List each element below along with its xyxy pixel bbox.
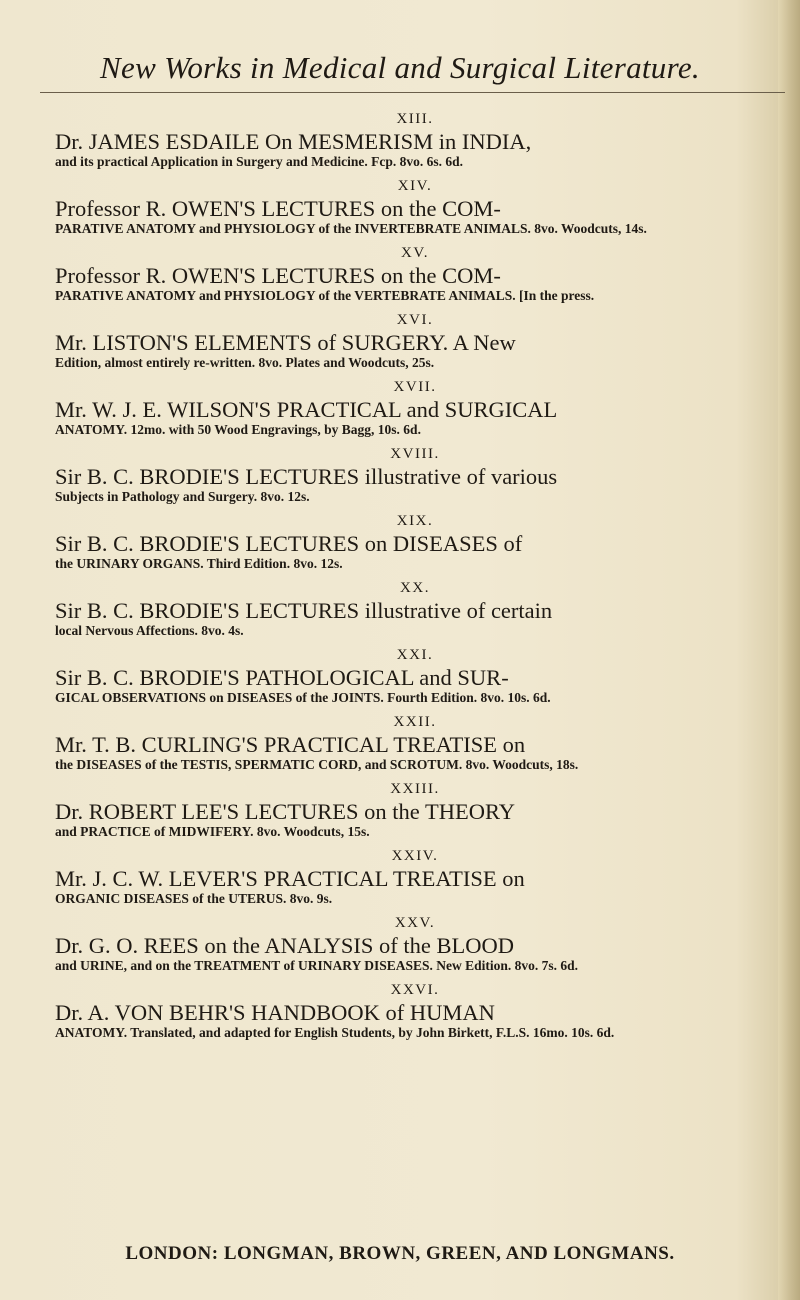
entry-title: Sir B. C. BRODIE'S PATHOLOGICAL and SUR- <box>55 665 509 690</box>
entry-description: local Nervous Affections. 8vo. 4s. <box>55 623 244 638</box>
entry-number: XX. <box>400 580 430 596</box>
entry-description: ANATOMY. 12mo. with 50 Wood Engravings, by Bagg, 10s. 6d. <box>55 422 421 437</box>
catalogue-entry <box>55 847 775 907</box>
entry-number: XVI. <box>396 312 434 328</box>
entry-number: XXV. <box>394 915 436 931</box>
entry-title: Mr. J. C. W. LEVER'S PRACTICAL TREATISE on <box>55 866 525 891</box>
entry-number: XXIV. <box>391 848 439 864</box>
entry-title: Dr. G. O. REES on the ANALYSIS of the BLOOD <box>55 933 514 958</box>
catalogue-entry <box>55 177 775 237</box>
entry-description: and its practical Application in Surgery and Medicine. Fcp. 8vo. 6s. 6d. <box>55 154 464 169</box>
entry-title: Mr. T. B. CURLING'S PRACTICAL TREATISE on <box>55 732 526 757</box>
catalogue-entry <box>55 780 775 840</box>
entry-title: Professor R. OWEN'S LECTURES on the COM- <box>55 196 501 221</box>
catalogue-entry <box>55 914 775 974</box>
entry-description: and URINE, and on the TREATMENT of URINARY DISEASES. New Edition. 8vo. 7s. 6d. <box>55 958 579 973</box>
catalogue-entry <box>55 646 775 706</box>
entry-number: XXVI. <box>390 982 440 998</box>
catalogue-entry <box>55 110 775 170</box>
entry-title: Mr. W. J. E. WILSON'S PRACTICAL and SURGICAL <box>55 397 558 422</box>
entry-title: Sir B. C. BRODIE'S LECTURES on DISEASES of <box>55 531 523 556</box>
catalogue-entry <box>55 244 775 304</box>
catalogue-entry <box>55 579 775 639</box>
entry-description: PARATIVE ANATOMY and PHYSIOLOGY of the VERTEBRATE ANIMALS. [In the press. <box>55 288 595 303</box>
catalogue-entry <box>55 445 775 505</box>
entry-description: GICAL OBSERVATIONS on DISEASES of the JOINTS. Fourth Edition. 8vo. 10s. 6d. <box>55 690 551 705</box>
entry-description: Subjects in Pathology and Surgery. 8vo. 12s. <box>55 489 310 504</box>
entry-description: Edition, almost entirely re-written. 8vo. Plates and Woodcuts, 25s. <box>55 355 435 370</box>
entry-description: and PRACTICE of MIDWIFERY. 8vo. Woodcuts, 15s. <box>55 824 370 839</box>
entry-title: Professor R. OWEN'S LECTURES on the COM- <box>55 263 501 288</box>
running-header: New Works in Medical and Surgical Literature. <box>100 50 700 85</box>
page-spine-shadow <box>778 0 800 1300</box>
entry-title: Mr. LISTON'S ELEMENTS of SURGERY. A New <box>55 330 516 355</box>
header-rule <box>40 92 785 93</box>
entry-number: XVII. <box>393 379 437 395</box>
entry-description: ORGANIC DISEASES of the UTERUS. 8vo. 9s. <box>55 891 333 906</box>
entry-number: XVIII. <box>390 446 440 462</box>
entry-title: Sir B. C. BRODIE'S LECTURES illustrative of various <box>55 464 558 489</box>
entry-title: Dr. JAMES ESDAILE On MESMERISM in INDIA, <box>55 129 532 154</box>
entry-description: the DISEASES of the TESTIS, SPERMATIC CORD, and SCROTUM. 8vo. Woodcuts, 18s. <box>55 757 579 772</box>
publisher-imprint: LONDON: LONGMAN, BROWN, GREEN, AND LONGMANS. <box>125 1243 675 1264</box>
entry-number: XIII. <box>396 111 434 127</box>
entry-number: XIX. <box>396 513 434 529</box>
entry-number: XXI. <box>396 647 434 663</box>
catalogue-entry <box>55 981 775 1041</box>
entry-description: the URINARY ORGANS. Third Edition. 8vo. 12s. <box>55 556 343 571</box>
catalogue-entry <box>55 512 775 572</box>
entry-title: Dr. A. VON BEHR'S HANDBOOK of HUMAN <box>55 1000 495 1025</box>
catalogue-list <box>55 110 775 1048</box>
entry-number: XXIII. <box>390 781 440 797</box>
entry-title: Dr. ROBERT LEE'S LECTURES on the THEORY <box>55 799 516 824</box>
catalogue-entry <box>55 311 775 371</box>
entry-number: XIV. <box>397 178 433 194</box>
entry-description: PARATIVE ANATOMY and PHYSIOLOGY of the INVERTEBRATE ANIMALS. 8vo. Woodcuts, 14s. <box>55 221 647 236</box>
entry-title: Sir B. C. BRODIE'S LECTURES illustrative of certain <box>55 598 553 623</box>
entry-number: XV. <box>401 245 429 261</box>
entry-description: ANATOMY. Translated, and adapted for English Students, by John Birkett, F.L.S. 16mo. 10s. 6d. <box>55 1025 615 1040</box>
catalogue-entry <box>55 713 775 773</box>
entry-number: XXII. <box>393 714 437 730</box>
catalogue-entry <box>55 378 775 438</box>
